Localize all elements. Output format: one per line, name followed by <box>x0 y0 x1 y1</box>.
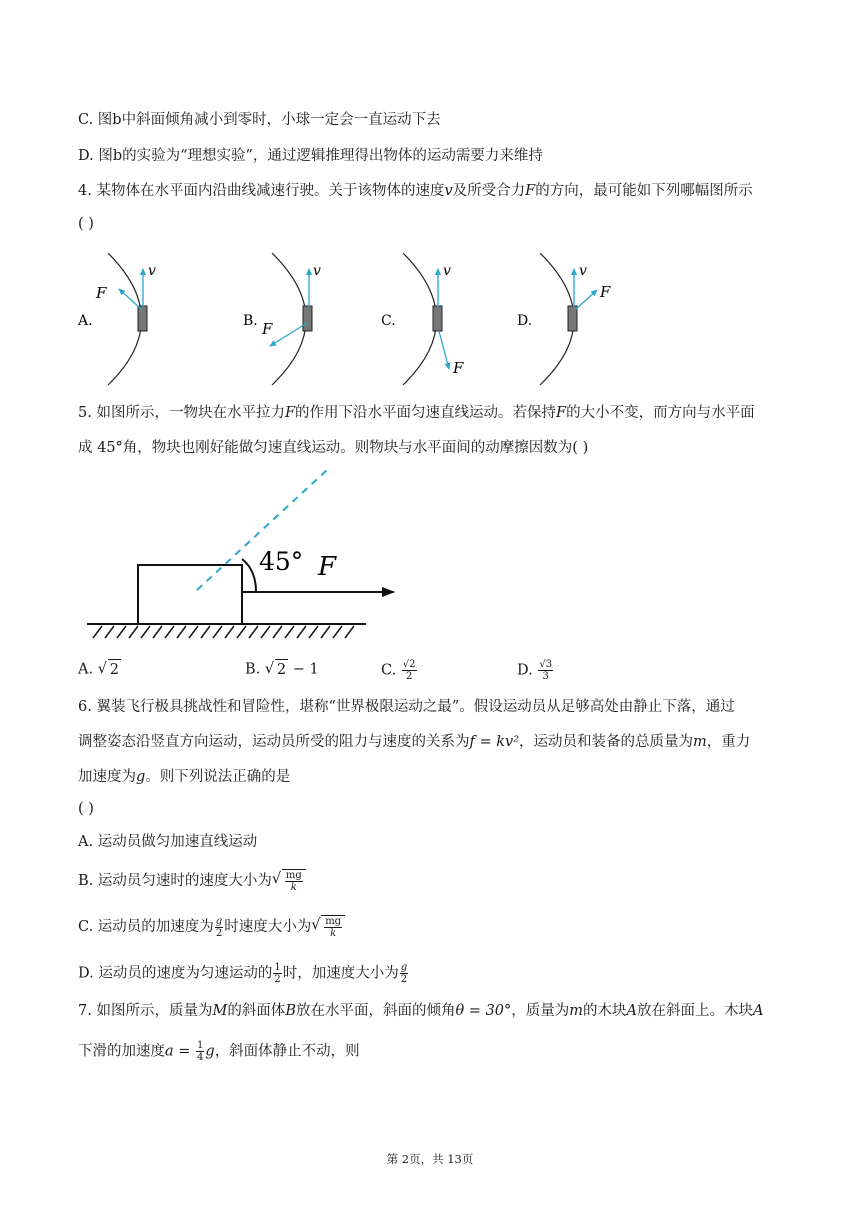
q4-a-f-label: F <box>96 284 107 302</box>
q4-option-b-label: B. <box>243 313 258 329</box>
q6-stem-line3: 加速度为g。则下列说法正确的是 <box>78 769 291 785</box>
q4-b-f-label: F <box>262 320 273 338</box>
q6-stem-line1: 6. 翼装飞行极具挑战性和冒险性，堪称“世界极限运动之最”。假设运动员从足够高处由静止下落，通过 <box>78 699 735 715</box>
q5-option-a: A. √ 2 <box>78 661 119 678</box>
q6-option-a: A. 运动员做匀加速直线运动 <box>78 834 258 850</box>
q4-option-a-label: A. <box>78 313 93 329</box>
q5-angle-label: 45° <box>259 547 304 576</box>
q4-option-c-label: C. <box>381 313 396 329</box>
q5-angle-arc <box>242 559 256 592</box>
page-footer: 第 2页，共 13页 <box>386 1152 474 1166</box>
q4-figure-a <box>77 253 156 385</box>
q4-stem: 4. 某物体在水平面内沿曲线减速行驶。关于该物体的速度v及所受合力F的方向，最可能如下列哪幅图所示 <box>78 183 753 199</box>
q3-option-c: C. 图b中斜面倾角减小到零时，小球一定会一直运动下去 <box>78 112 441 128</box>
q6-option-b: B. 运动员匀速时的速度大小为 √ $\frac{mg}{k}$ <box>78 869 306 893</box>
q7-stem-line2: 下滑的加速度a = $\frac{1}{4}$ g，斜面体静止不动，则 <box>78 1040 360 1063</box>
q4-c-f-label: F <box>453 359 464 377</box>
q5-option-c: C. $\frac{√2}{2}$ <box>381 659 416 682</box>
q6-stem-line2: 调整姿态沿竖直方向运动，运动员所受的阻力与速度的关系为f = kv²，运动员和装备的总质量为m，重力 <box>78 734 751 750</box>
q5-force-label: F <box>318 552 337 582</box>
q3-option-d: D. 图b的实验为“理想实验”，通过逻辑推理得出物体的运动需要力来维持 <box>78 148 543 164</box>
q5-block <box>138 565 242 624</box>
q5-ground-hatch <box>93 626 354 638</box>
q6-option-d: D. 运动员的速度为匀速运动的 $\frac{1}{2}$ 时，加速度大小为 $\frac{g}{2}$ <box>78 962 408 985</box>
q4-figure-c <box>381 253 464 385</box>
q4-c-v-label: v <box>443 263 451 279</box>
q5-stem-line2: 成 45°角，物块也刚好能做匀速直线运动。则物块与水平面间的动摩擦因数为( ) <box>78 440 589 456</box>
q4-d-f-label: F <box>600 283 611 301</box>
q6-answer-bracket: ( ) <box>78 801 94 817</box>
q7-stem-line1: 7. 如图所示，质量为M的斜面体B放在水平面，斜面的倾角θ = 30°，质量为m的木块A放在斜面上。木块A <box>78 1003 764 1019</box>
q6-option-c: C. 运动员的加速度为 $\frac{g}{2}$ 时速度大小为 √ $\frac{mg}{k}$ <box>78 915 345 939</box>
q4-figure-b <box>243 253 321 385</box>
q5-figure <box>0 460 860 640</box>
q4-option-d-label: D. <box>517 313 533 329</box>
q4-figures <box>0 245 860 395</box>
q5-option-b: B. √ 2 − 1 <box>245 661 319 678</box>
q5-stem-line1: 5. 如图所示，一物块在水平拉力F的作用下沿水平面匀速直线运动。若保持F的大小不变，而方向与水平面 <box>78 405 755 421</box>
q4-b-v-label: v <box>313 263 321 279</box>
q5-option-d: D. $\frac{√3}{3}$ <box>517 659 553 682</box>
q4-a-v-label: v <box>148 263 156 279</box>
q4-d-v-label: v <box>579 263 587 279</box>
q4-answer-bracket: ( ) <box>78 216 94 232</box>
q4-figure-d <box>517 253 611 385</box>
